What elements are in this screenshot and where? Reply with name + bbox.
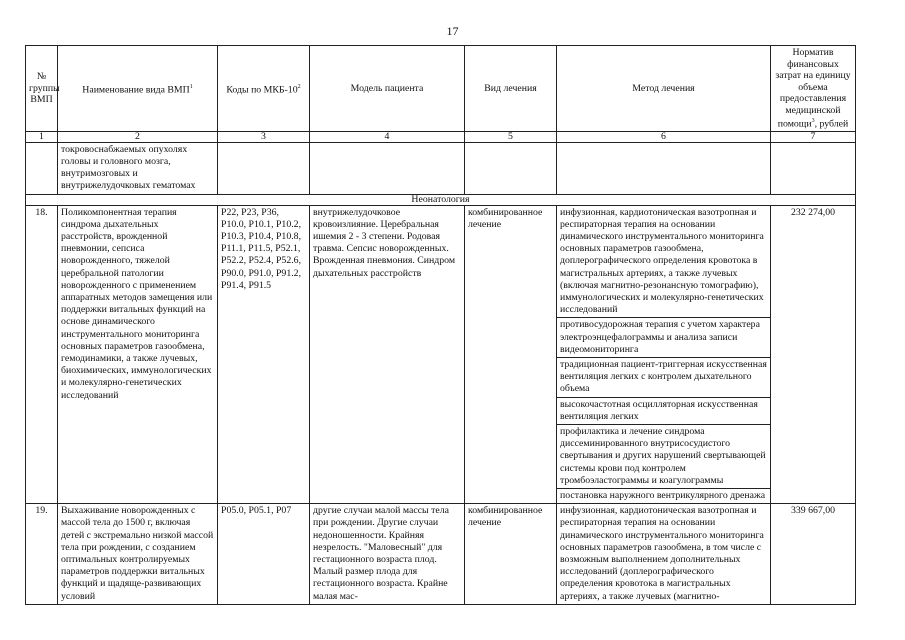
column-number: 4	[310, 131, 465, 142]
patient-model: внутрижелудочковое кровоизлияние. Церебральная ишемия 2 - 3 степени. Родовая травма. Сепсис новорожденных. Врожденная пневмония. Синдром дыхательных расстройств	[310, 205, 465, 504]
header-cost: Норматив финансовых затрат на единицу объема предоставления медицинской помощи$^3$, рублей	[771, 46, 856, 132]
group-number: 19.	[26, 504, 58, 605]
method-item: инфузионная, кардиотоническая вазотропная и респираторная терапия на основании динамического инструментального мониторинга основных параметров газообмена, доплерографического определения кровотока в магистральных артериях, а также лучевых (включая магнитно-резонансную томографию), иммунологических и молекулярно-генетических исследований	[557, 206, 770, 319]
page-number: 17	[446, 24, 459, 38]
treatment-methods	[557, 205, 771, 504]
column-number: 6	[557, 131, 771, 142]
method-item: традиционная пациент-триггерная искусственная вентиляция легких с контролем дыхательного объема	[557, 358, 770, 398]
treatment-type: комбинированное лечение	[465, 205, 557, 504]
header-name: Наименование вида ВМП$^1$	[58, 46, 218, 132]
treatment-type: комбинированное лечение	[465, 504, 557, 605]
vmp-table	[25, 45, 856, 605]
column-number: 5	[465, 131, 557, 142]
column-number: 3	[218, 131, 310, 142]
section-row	[26, 194, 856, 205]
column-number: 2	[58, 131, 218, 142]
method-item: профилактика и лечение синдрома диссеминированного внутрисосудистого свертывания и других нарушений свертывающей системы крови под контролем тромбоэластограммы и коагулограммы	[557, 425, 770, 489]
vmp-name: Поликомпонентная терапия синдрома дыхательных расстройств, врожденной пневмонии, сепсиса новорожденного, тяжелой церебральной патологии новорожденного с применением аппаратных методов замещения или поддержки витальных функций на основе динамического инструментального мониторинга основных параметров газообмена, гемодинамики, а также лучевых, биохимических, иммунологических и молекулярно-генетических исследований	[58, 205, 218, 504]
header-treatment: Вид лечения	[465, 46, 557, 132]
method-item: инфузионная, кардиотоническая вазотропная и респираторная терапия на основании динамического инструментального мониторинга основных параметров газообмена, в том числе с возможным выполнением дополнительных исследований (доплерографического определения кровотока в магистральных артериях, а также лучевых (магнитно-	[560, 505, 764, 602]
icd-codes: P22, P23, P36, P10.0, P10.1, P10.2, P10.3, P10.4, P10.8, P11.1, P11.5, P52.1, P52.2, P52.4, P52.6, P90.0, P91.0, P91.2, P91.4, P91.5	[218, 205, 310, 504]
header-group: № группы ВМП	[26, 46, 58, 132]
patient-model: другие случаи малой массы тела при рождении. Другие случаи недоношенности. Крайняя незрелость. "Маловесный" для гестационного возраста плод. Малый размер плода для гестационного возраста. Крайне малая мас-	[310, 504, 465, 605]
group-number: 18.	[26, 205, 58, 504]
continuation-text: токровоснабжаемых опухолях головы и головного мозга, внутримозговых и внутрижелудочковых гематомах	[58, 142, 218, 194]
continuation-row	[26, 142, 856, 194]
column-number-row	[26, 131, 856, 142]
method-item: противосудорожная терапия с учетом характера электроэнцефалограммы и анализа записи видеомониторинга	[557, 318, 770, 358]
column-number: 1	[26, 131, 58, 142]
column-number: 7	[771, 131, 856, 142]
vmp-name: Выхаживание новорожденных с массой тела до 1500 г, включая детей с экстремально низкой массой тела при рождении, с созданием оптимальных контролируемых параметров поддержки витальных функций и щадяще-развивающих условий	[58, 504, 218, 605]
header-method: Метод лечения	[557, 46, 771, 132]
method-item: высокочастотная осцилляторная искусственная вентиляция легких	[557, 398, 770, 425]
table-row	[26, 504, 856, 605]
section-title: Неонатология	[26, 194, 856, 205]
header-model: Модель пациента	[310, 46, 465, 132]
header-row	[26, 46, 856, 132]
cost-value: 339 667,00	[771, 504, 856, 605]
icd-codes: P05.0, P05.1, P07	[218, 504, 310, 605]
table-row	[26, 205, 856, 504]
cost-value: 232 274,00	[771, 205, 856, 504]
method-item: постановка наружного вентрикулярного дренажа	[560, 490, 766, 502]
header-codes: Коды по МКБ-$10^2$	[218, 46, 310, 132]
treatment-methods	[557, 504, 771, 605]
